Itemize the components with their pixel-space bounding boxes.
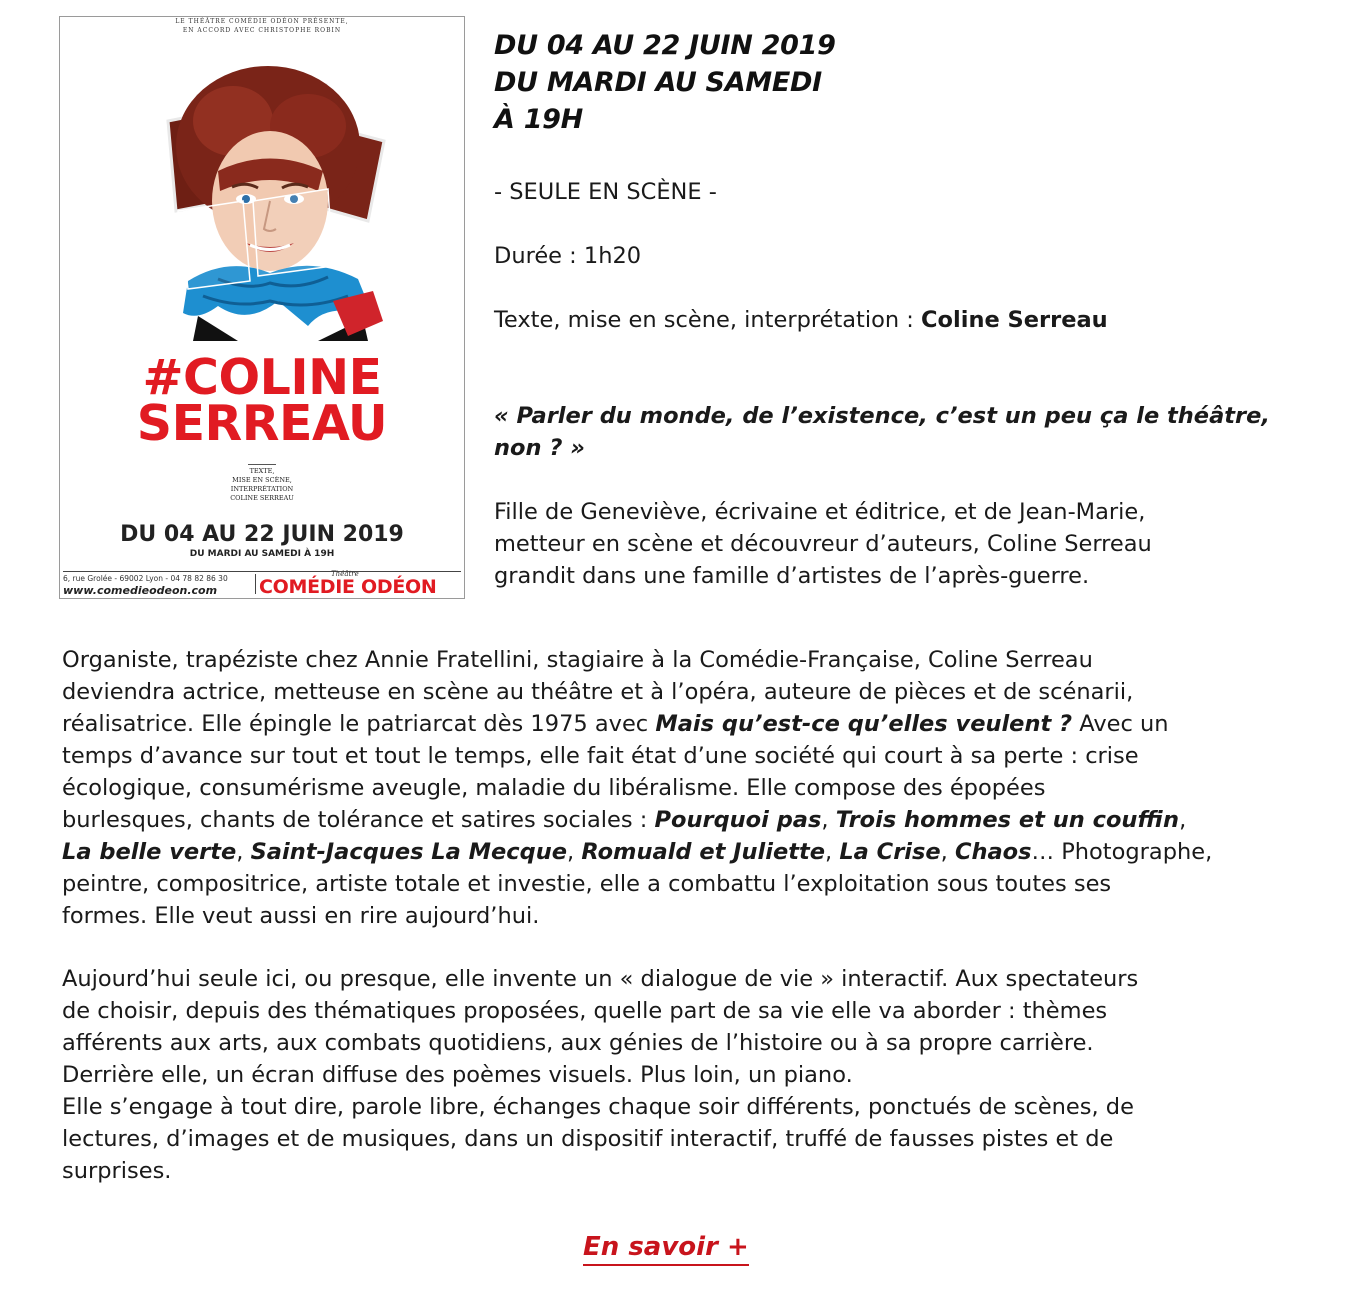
credits-author: Coline Serreau xyxy=(921,307,1108,333)
poster-portrait-image xyxy=(158,51,388,341)
text-span: Avec un xyxy=(1072,711,1169,737)
poster-theatre-name: COMÉDIE ODÉON xyxy=(259,576,437,598)
poster-footer xyxy=(63,571,461,596)
work-title: Saint-Jacques La Mecque xyxy=(250,839,568,865)
bio-intro-line: grandit dans une famille d’artistes de l’après-guerre. xyxy=(494,563,1090,589)
bio-today-line: Elle s’engage à tout dire, parole libre, échanges chaque soir différents, ponctués de scènes, de xyxy=(62,1094,1134,1120)
poster-days: DU MARDI AU SAMEDI À 19H xyxy=(189,549,335,559)
bio-today-paragraph xyxy=(62,963,1138,1187)
quote-line-1: « Parler du monde, de l’existence, c’est un peu ça le théâtre, xyxy=(494,403,1270,429)
poster-credits xyxy=(60,464,464,503)
bio-career-line: deviendra actrice, metteuse en scène au théâtre et à l’opéra, auteure de pièces et de scénarii, xyxy=(62,679,1134,705)
text-span: … Photographe, xyxy=(1031,839,1213,865)
work-title: La belle verte xyxy=(62,839,237,865)
bio-career-line xyxy=(62,836,1212,868)
text-span: , xyxy=(567,839,582,865)
event-time: À 19H xyxy=(494,104,583,135)
bio-career-line: formes. Elle veut aussi en rire aujourd’hui. xyxy=(62,903,540,929)
text-span: , xyxy=(1179,807,1187,833)
show-credits xyxy=(494,304,1108,336)
work-title: Pourquoi pas xyxy=(654,807,822,833)
bio-career-line: peintre, compositrice, artiste totale et investie, elle a combattu l’exploitation sous toutes ses xyxy=(62,871,1112,897)
poster-credits-line: MISE EN SCÈNE, xyxy=(232,476,292,484)
bio-today-line: de choisir, depuis des thématiques proposées, quelle part de sa vie elle va aborder : thèmes xyxy=(62,998,1108,1024)
event-dates: DU 04 AU 22 JUIN 2019 xyxy=(494,30,836,61)
poster-credits-line: INTERPRÉTATION xyxy=(230,485,294,493)
work-title: Chaos xyxy=(954,839,1032,865)
poster-title-line-1: #COLINE xyxy=(142,349,382,406)
text-span: , xyxy=(236,839,251,865)
event-days: DU MARDI AU SAMEDI xyxy=(494,67,822,98)
bio-career-paragraph xyxy=(62,644,1212,932)
bio-career-line xyxy=(62,708,1212,740)
bio-today-line: afférents aux arts, aux combats quotidiens, aux génies de l’histoire ou à sa propre carrière. xyxy=(62,1030,1094,1056)
poster-website: www.comedieodeon.com xyxy=(63,584,218,597)
work-title: Romuald et Juliette xyxy=(581,839,826,865)
bio-today-line: Aujourd’hui seule ici, ou presque, elle invente un « dialogue de vie » interactif. Aux spectateurs xyxy=(62,966,1139,992)
credits-label: Texte, mise en scène, interprétation : xyxy=(494,307,922,333)
bio-career-line: temps d’avance sur tout et tout le temps, elle fait état d’une société qui court à sa perte : crise xyxy=(62,743,1139,769)
poster-presenter-line xyxy=(60,17,464,35)
bio-career-line: écologique, consumérisme aveugle, maladie du libéralisme. Elle compose des épopées xyxy=(62,775,1046,801)
poster-theatre-label: Théâtre xyxy=(331,570,359,578)
show-genre: - SEULE EN SCÈNE - xyxy=(494,179,717,205)
bio-today-line: surprises. xyxy=(62,1158,172,1184)
work-title: Mais qu’est-ce qu’elles veulent ? xyxy=(655,711,1073,737)
bio-intro-line: Fille de Geneviève, écrivaine et éditrice, et de Jean-Marie, xyxy=(494,499,1146,525)
poster-presents-line-2: EN ACCORD AVEC CHRISTOPHE ROBIN xyxy=(182,27,342,34)
show-poster xyxy=(59,16,465,599)
text-span: , xyxy=(940,839,955,865)
text-span: réalisatrice. Elle épingle le patriarcat dès 1975 avec xyxy=(62,711,656,737)
text-span: , xyxy=(821,807,836,833)
text-span: , xyxy=(825,839,840,865)
more-info-link[interactable]: En savoir + xyxy=(583,1230,749,1266)
poster-credits-line: TEXTE, xyxy=(249,467,275,475)
poster-presents-line-1: LE THÉÂTRE COMÉDIE ODÉON PRÉSENTE, xyxy=(175,18,349,25)
poster-title-line-2: SERREAU xyxy=(136,395,388,452)
bio-today-line: Derrière elle, un écran diffuse des poèmes visuels. Plus loin, un piano. xyxy=(62,1062,853,1088)
show-quote xyxy=(494,400,1270,464)
poster-credits-line: COLINE SERREAU xyxy=(230,494,294,502)
bio-intro-paragraph xyxy=(494,496,1152,592)
work-title: La Crise xyxy=(839,839,941,865)
poster-footer-divider xyxy=(255,574,256,594)
bio-career-line: Organiste, trapéziste chez Annie Fratellini, stagiaire à la Comédie-Française, Coline Serreau xyxy=(62,647,1093,673)
bio-career-line xyxy=(62,804,1212,836)
work-title: Trois hommes et un couffin xyxy=(835,807,1180,833)
show-duration: Durée : 1h20 xyxy=(494,243,642,269)
poster-credits-divider xyxy=(248,464,276,465)
bio-today-line: lectures, d’images et de musiques, dans un dispositif interactif, truffé de fausses pistes et de xyxy=(62,1126,1114,1152)
quote-line-2: non ? » xyxy=(494,435,585,461)
bio-intro-line: metteur en scène et découvreur d’auteurs, Coline Serreau xyxy=(494,531,1152,557)
text-span: burlesques, chants de tolérance et satires sociales : xyxy=(62,807,655,833)
poster-address: 6, rue Grolée - 69002 Lyon - 04 78 82 86 30 xyxy=(63,574,228,583)
event-schedule-heading xyxy=(494,27,836,138)
poster-dates: DU 04 AU 22 JUIN 2019 xyxy=(120,522,404,547)
